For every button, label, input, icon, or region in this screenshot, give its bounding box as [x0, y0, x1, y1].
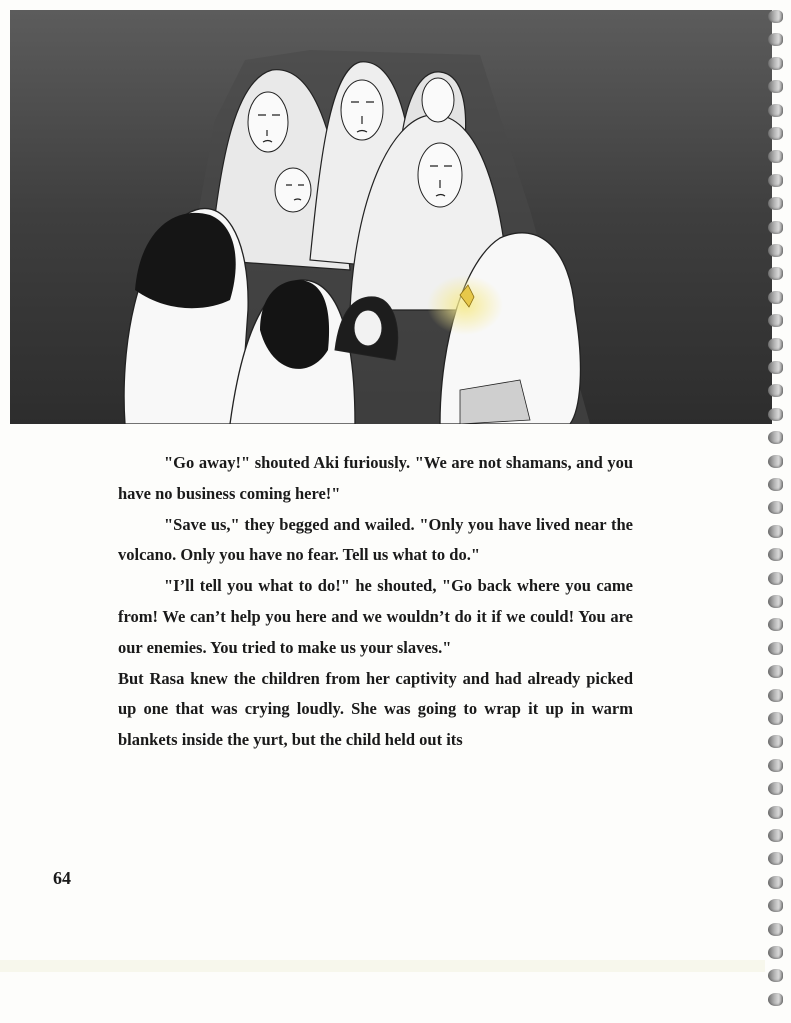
binding-ring — [768, 618, 783, 631]
binding-ring — [768, 525, 783, 538]
binding-ring — [768, 806, 783, 819]
illustration — [10, 10, 772, 424]
paragraph-3: "I’ll tell you what to do!" he shouted, "Go back where you came from! We can’t help you here and we wouldn’t do it if we could! You are our enemies. You tried to make us your slaves." — [118, 576, 633, 657]
paragraph-1: "Go away!" shouted Aki furiously. "We are not shamans, and you have no business coming here!" — [118, 453, 633, 503]
binding-ring — [768, 852, 783, 865]
binding-ring — [768, 455, 783, 468]
binding-ring — [768, 221, 783, 234]
page-number: 64 — [53, 868, 71, 888]
binding-ring — [768, 104, 783, 117]
binding-ring — [768, 338, 783, 351]
binding-ring — [768, 595, 783, 608]
binding-ring — [768, 244, 783, 257]
binding-ring — [768, 782, 783, 795]
story-text — [118, 448, 633, 756]
binding-ring — [768, 267, 783, 280]
binding-ring — [768, 314, 783, 327]
binding-ring — [768, 946, 783, 959]
binding-ring — [768, 665, 783, 678]
binding-ring — [768, 829, 783, 842]
paragraph-4: But Rasa knew the children from her captivity and had already picked up one that was crying loudly. She was going to wrap it up in warm blankets inside the yurt, but the child held out its — [118, 668, 633, 750]
spiral-binding — [766, 10, 788, 1015]
binding-ring — [768, 291, 783, 304]
villagers-illustration-icon — [10, 10, 772, 424]
binding-ring — [768, 361, 783, 374]
binding-ring — [768, 33, 783, 46]
binding-ring — [768, 899, 783, 912]
binding-ring — [768, 174, 783, 187]
binding-ring — [768, 408, 783, 421]
binding-ring — [768, 689, 783, 702]
binding-ring — [768, 127, 783, 140]
binding-ring — [768, 197, 783, 210]
binding-ring — [768, 969, 783, 982]
binding-ring — [768, 993, 783, 1006]
paragraph-2: "Save us," they begged and wailed. "Only you have lived near the volcano. Only you have no fear. Tell us what to do." — [118, 514, 633, 565]
binding-ring — [768, 384, 783, 397]
binding-ring — [768, 10, 783, 23]
binding-ring — [768, 501, 783, 514]
binding-ring — [768, 759, 783, 772]
paper-edge — [0, 960, 765, 972]
binding-ring — [768, 478, 783, 491]
binding-ring — [768, 712, 783, 725]
binding-ring — [768, 735, 783, 748]
binding-ring — [768, 572, 783, 585]
binding-ring — [768, 548, 783, 561]
binding-ring — [768, 431, 783, 444]
binding-ring — [768, 923, 783, 936]
binding-ring — [768, 57, 783, 70]
binding-ring — [768, 642, 783, 655]
binding-ring — [768, 80, 783, 93]
binding-ring — [768, 150, 783, 163]
binding-ring — [768, 876, 783, 889]
